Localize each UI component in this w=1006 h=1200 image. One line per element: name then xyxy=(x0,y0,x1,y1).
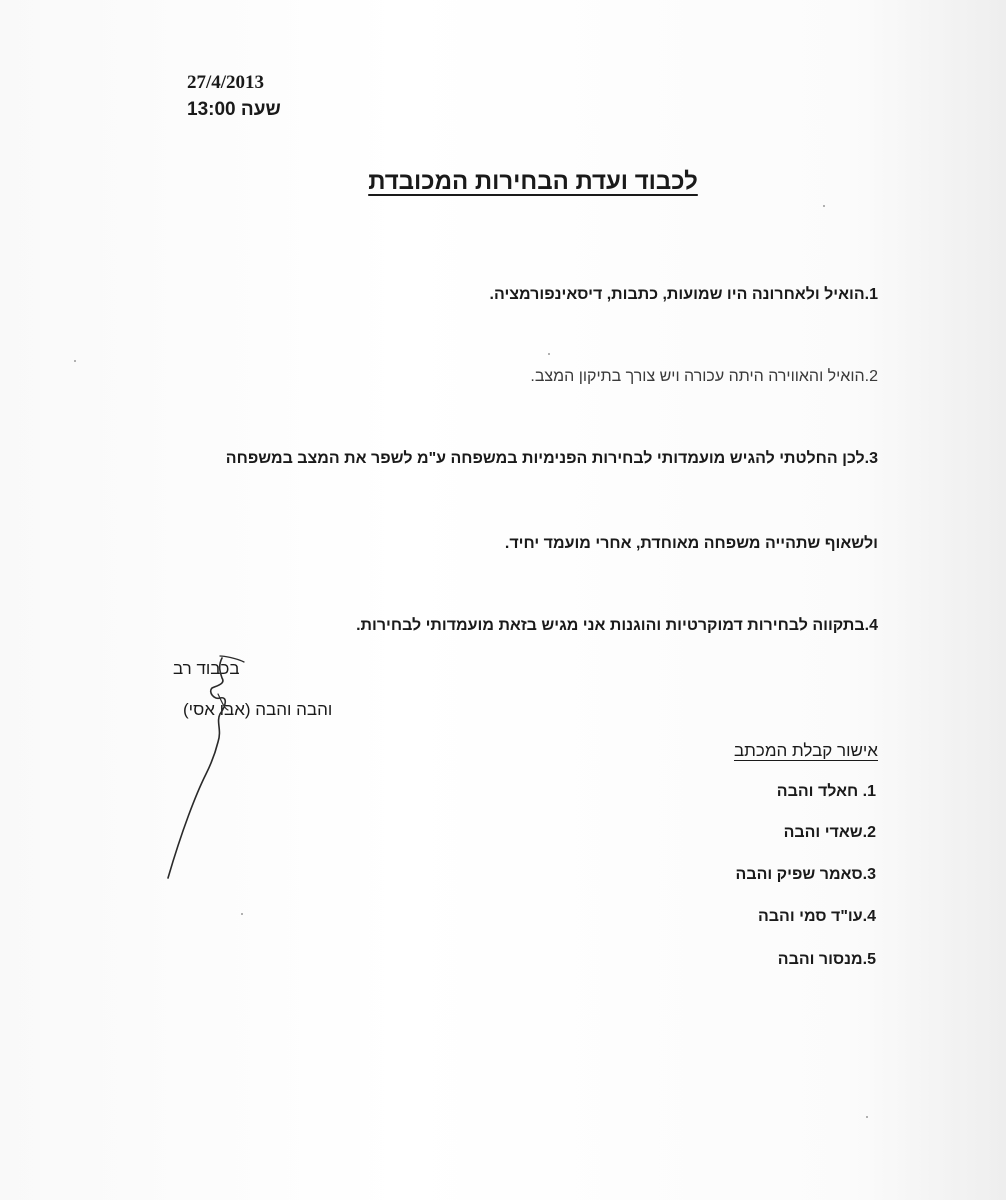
letter-time xyxy=(187,99,281,121)
scan-speck xyxy=(866,1116,868,1118)
letter-date: 27/4/2013 xyxy=(187,72,265,93)
scan-speck xyxy=(241,913,243,915)
time-label: שעה xyxy=(240,99,281,120)
scan-speck xyxy=(548,353,550,355)
acknowledgement-item: 1. חאלד והבה xyxy=(776,783,876,800)
acknowledgement-item: 2.שאדי והבה xyxy=(783,824,876,841)
scan-speck xyxy=(823,205,825,207)
paragraph-3: 3.לכן החלטתי להגיש מועמדותי לבחירות הפנימיות במשפחה ע"מ לשפר את המצב במשפחה xyxy=(225,450,878,467)
paragraph-4: 4.בתקווה לבחירות דמוקרטיות והוגנות אני מגיש בזאת מועמדותי לבחירות. xyxy=(356,617,878,634)
time-value: 13:00 xyxy=(187,99,236,120)
signer-name: והבה והבה (אבו אסי) xyxy=(183,700,333,719)
acknowledgement-item: 4.עו"ד סמי והבה xyxy=(757,908,876,925)
closing-greeting: בכבוד רב xyxy=(173,659,240,678)
paragraph-1: 1.הואיל ולאחרונה היו שמועות, כתבות, דיסאינפורמציה. xyxy=(489,286,878,303)
scan-speck xyxy=(74,360,76,362)
acknowledgement-item: 5.מנסור והבה xyxy=(777,951,876,968)
acknowledgement-item: 3.סאמר שפיק והבה xyxy=(735,866,876,883)
letter-title: לכבוד ועדת הבחירות המכובדת xyxy=(368,168,698,195)
handwritten-signature xyxy=(160,650,270,890)
paragraph-3-continued: ולשאוף שתהייה משפחה מאוחדת, אחרי מועמד יחיד. xyxy=(504,535,878,552)
paragraph-2: 2.הואיל והאווירה היתה עכורה ויש צורך בתיקון המצב. xyxy=(530,368,878,385)
acknowledgement-title: אישור קבלת המכתב xyxy=(733,741,878,760)
